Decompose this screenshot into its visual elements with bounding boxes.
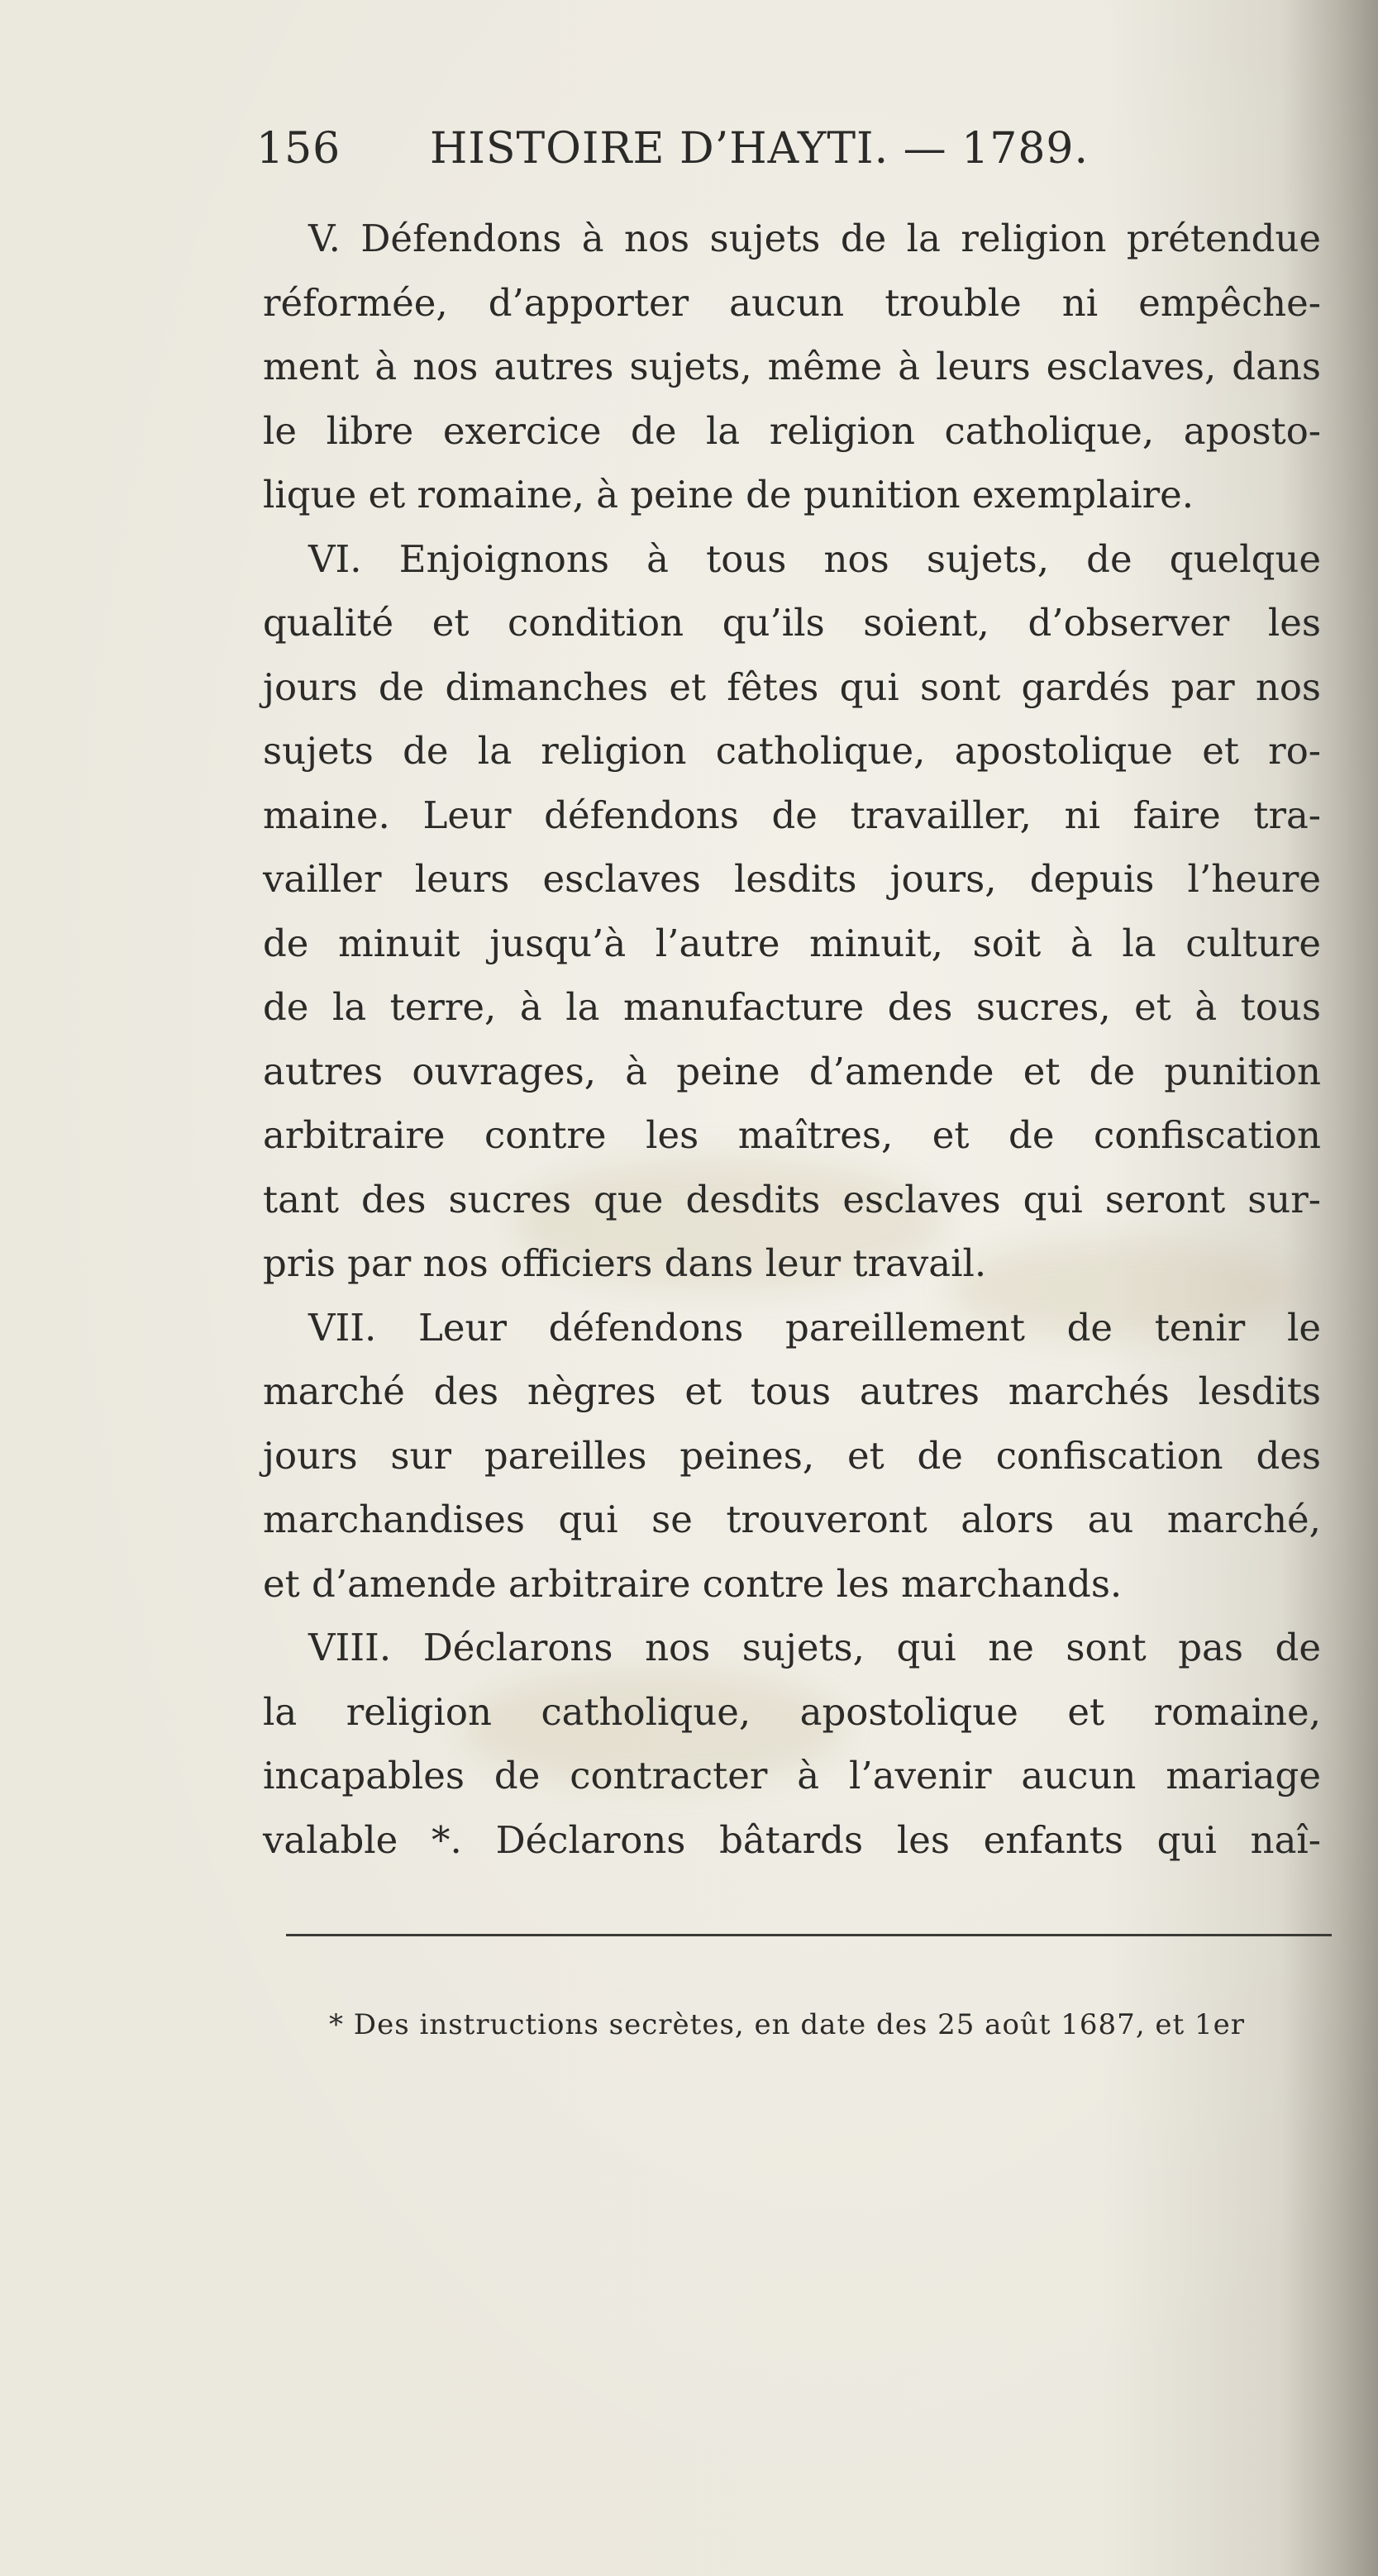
text-line: ment à nos autres sujets, même à leurs esclaves, dans xyxy=(263,345,1321,388)
page-header xyxy=(256,124,1149,182)
page-number: 156 xyxy=(256,124,341,174)
text-line: sujets de la religion catholique, apostolique et ro- xyxy=(263,729,1321,773)
text-line: le libre exercice de la religion catholique, aposto- xyxy=(263,408,1321,453)
text-line: tant des sucres que desdits esclaves qui seront sur- xyxy=(263,1177,1321,1221)
text-line: de minuit jusqu’à l’autre minuit, soit à la culture xyxy=(263,921,1321,965)
footnote-rule xyxy=(286,1934,1332,1936)
text-line: réformée, d’apporter aucun trouble ni empêche- xyxy=(263,280,1321,325)
text-line: de la terre, à la manufacture des sucres, et à tous xyxy=(263,985,1321,1029)
text-line: valable *. Déclarons bâtards les enfants qui naî- xyxy=(263,1817,1321,1862)
text-line: maine. Leur défendons de travailler, ni faire tra- xyxy=(263,793,1321,837)
text-line: marché des nègres et tous autres marchés lesdits xyxy=(263,1369,1321,1413)
text-line: VII. Leur défendons pareillement de tenir le xyxy=(308,1305,1321,1350)
text-line: et d’amende arbitraire contre les marchands. xyxy=(263,1561,1123,1606)
text-line: pris par nos officiers dans leur travail. xyxy=(263,1241,987,1285)
text-line: vailler leurs esclaves lesdits jours, depuis l’heure xyxy=(263,857,1321,901)
text-line: VI. Enjoignons à tous nos sujets, de quelque xyxy=(308,536,1321,581)
running-title: HISTOIRE D’HAYTI. — 1789. xyxy=(430,124,1090,174)
text-line: qualité et condition qu’ils soient, d’observer les xyxy=(263,601,1321,645)
body-text xyxy=(263,207,1321,1872)
footnote: * Des instructions secrètes, en date des 25 août 1687, et 1er xyxy=(329,2008,1246,2041)
text-line: marchandises qui se trouveront alors au marché, xyxy=(263,1498,1321,1541)
text-line: jours sur pareilles peines, et de confiscation des xyxy=(263,1433,1321,1478)
text-line: VIII. Déclarons nos sujets, qui ne sont pas de xyxy=(308,1626,1321,1669)
text-line: autres ouvrages, à peine d’amende et de punition xyxy=(263,1049,1321,1093)
text-line: lique et romaine, à peine de punition exemplaire. xyxy=(263,473,1194,517)
text-line: arbitraire contre les maîtres, et de confiscation xyxy=(263,1113,1321,1157)
text-line: V. Défendons à nos sujets de la religion prétendue xyxy=(308,217,1321,260)
text-line: incapables de contracter à l’avenir aucun mariage xyxy=(263,1754,1321,1797)
text-line: la religion catholique, apostolique et romaine, xyxy=(263,1689,1321,1734)
text-line: jours de dimanches et fêtes qui sont gardés par nos xyxy=(263,664,1321,709)
